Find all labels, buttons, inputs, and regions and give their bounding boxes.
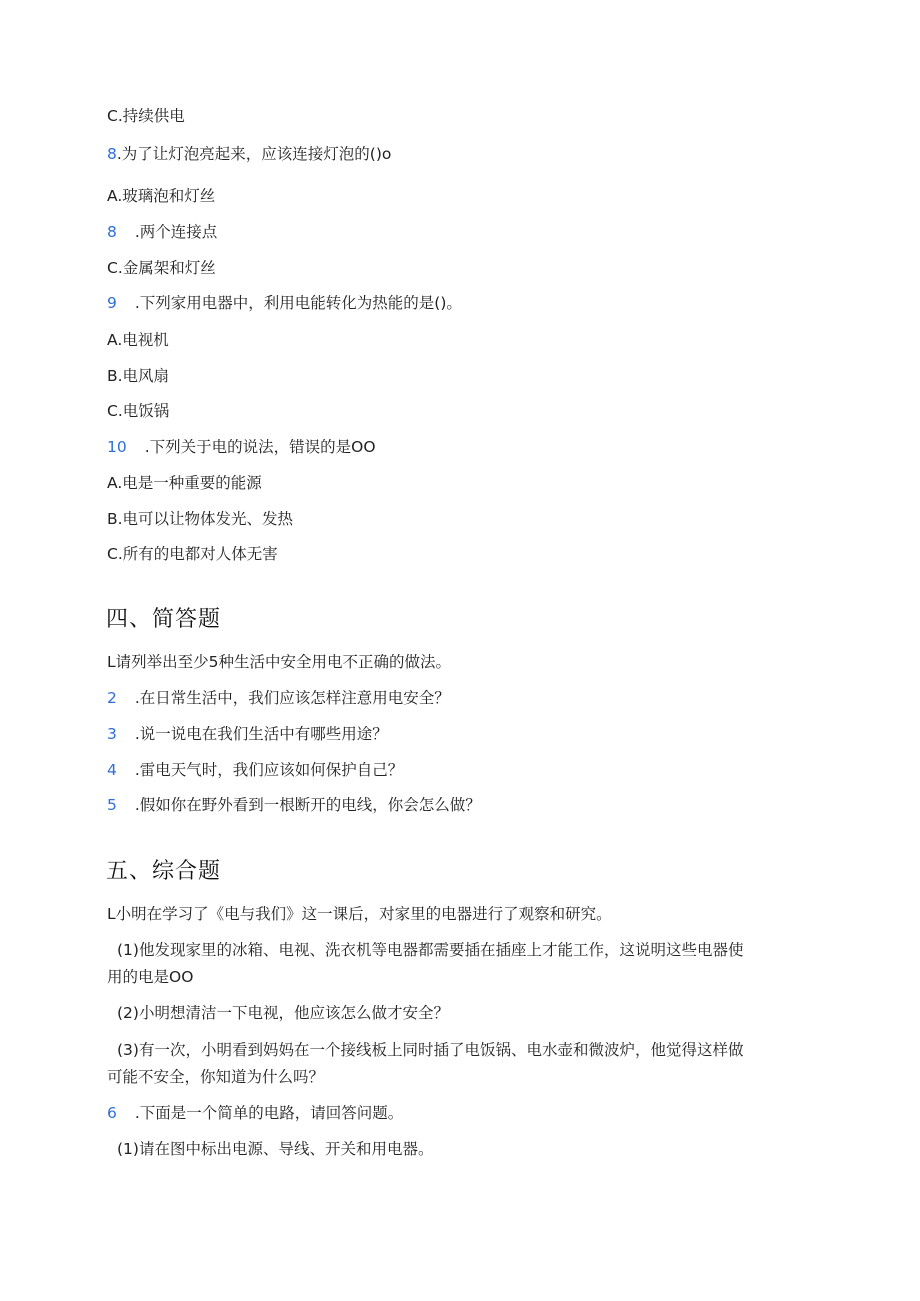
- question-text: .雷电天气时，我们应该如何保护自己？: [134, 761, 404, 779]
- s4-question-4: [107, 760, 403, 780]
- question-number: 10: [107, 438, 127, 456]
- q8-option-b: [107, 222, 217, 242]
- question-number: 2: [107, 689, 117, 707]
- q10-option-a: A.电是一种重要的能源: [107, 474, 262, 492]
- q9-option-c: C.电饭锅: [107, 402, 170, 420]
- question-9: [107, 293, 462, 313]
- question-number: 5: [107, 796, 117, 814]
- s4-question-2: [107, 688, 450, 708]
- option-number: 8: [107, 223, 117, 241]
- q9-option-b: B.电风扇: [107, 367, 170, 385]
- question-10: [107, 437, 376, 457]
- q8-option-c: C.金属架和灯丝: [107, 259, 216, 277]
- question-text: .说一说电在我们生活中有哪些用途？: [134, 725, 388, 743]
- section-4-title: 四、简答题: [106, 607, 222, 632]
- s5-q1-part3-line2: 可能不安全，你知道为什么吗？: [107, 1068, 325, 1086]
- q10-option-c: C.所有的电都对人体无害: [107, 545, 278, 563]
- section-5-title: 五、综合题: [106, 859, 222, 884]
- s4-question-5: [107, 795, 481, 815]
- s5-q1-part3-line1: (3)有一次，小明看到妈妈在一个接线板上同时插了电饭锅、电水壶和微波炉，他觉得这样做: [117, 1041, 744, 1059]
- question-8: [107, 144, 391, 164]
- s5-question-6: [107, 1103, 403, 1123]
- question-text: .下列关于电的说法，错误的是OO: [144, 438, 376, 456]
- question-text: .下列家用电器中，利用电能转化为热能的是()。: [134, 294, 462, 312]
- s5-q6-part1: (1)请在图中标出电源、导线、开关和用电器。: [117, 1140, 434, 1158]
- question-number: 9: [107, 294, 117, 312]
- s4-question-1: L请列举出至少5种生活中安全用电不正确的做法。: [107, 653, 451, 671]
- question-text: .下面是一个简单的电路，请回答问题。: [134, 1104, 404, 1122]
- s5-q1-part1-line2: 用的电是OO: [107, 968, 194, 986]
- question-text: .假如你在野外看到一根断开的电线，你会怎么做？: [134, 796, 481, 814]
- q8-option-a: A.玻璃泡和灯丝: [107, 187, 216, 205]
- question-number: 6: [107, 1104, 117, 1122]
- question-number: 8: [107, 145, 117, 163]
- option-text: .两个连接点: [134, 223, 218, 241]
- q10-option-b: B.电可以让物体发光、发热: [107, 510, 294, 528]
- s5-q1-part2: (2)小明想清洁一下电视，他应该怎么做才安全？: [117, 1004, 449, 1022]
- question-number: 3: [107, 725, 117, 743]
- s5-q1-part1-line1: (1)他发现家里的冰箱、电视、洗衣机等电器都需要插在插座上才能工作，这说明这些电器使: [117, 941, 744, 959]
- q7-option-c: C.持续供电: [107, 107, 185, 125]
- question-text: .在日常生活中，我们应该怎样注意用电安全？: [134, 689, 450, 707]
- question-number: 4: [107, 761, 117, 779]
- q9-option-a: A.电视机: [107, 331, 169, 349]
- s4-question-3: [107, 724, 388, 744]
- s5-question-1: L小明在学习了《电与我们》这一课后，对家里的电器进行了观察和研究。: [107, 905, 612, 923]
- question-text: .为了让灯泡亮起来，应该连接灯泡的()o: [116, 145, 392, 163]
